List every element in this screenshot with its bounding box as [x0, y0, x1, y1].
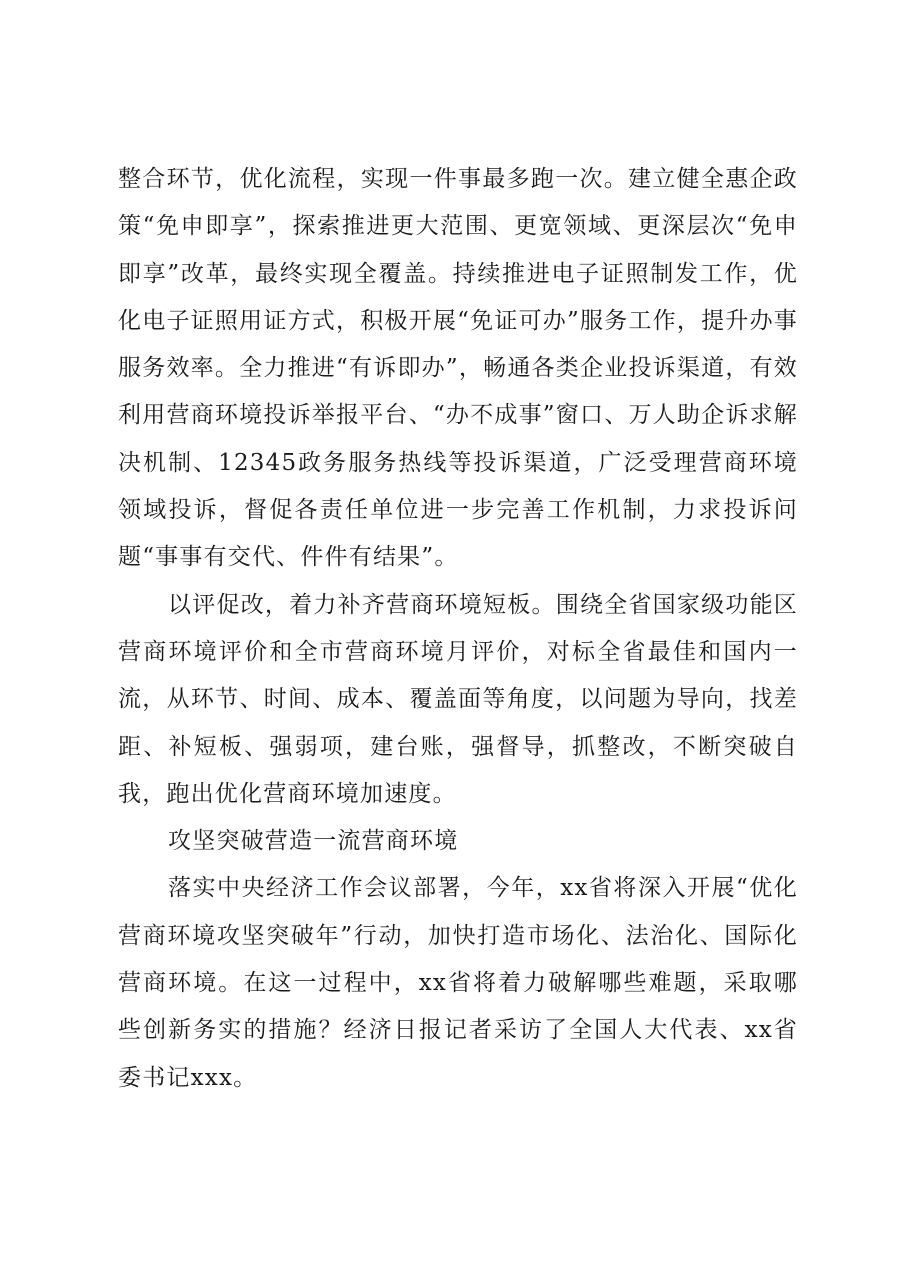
document-body: [118, 156, 798, 1102]
paragraph-evaluation-reform: 以评促改，着力补齐营商环境短板。围绕全省国家级功能区营商环境评价和全市营商环境月评价，对标全省最佳和国内一流，从环节、时间、成本、覆盖面等角度，以问题为导向，找差距、补短板、强弱项，建台账，强督导，抓整改，不断突破自我，跑出优化营商环境加速度。: [118, 591, 798, 807]
section-heading: 攻坚突破营造一流营商环境: [168, 828, 459, 855]
paragraph-central-conference: 落实中央经济工作会议部署，今年，xx省将深入开展“优化营商环境攻坚突破年”行动，加快打造市场化、法治化、国际化营商环境。在这一过程中，xx省将着力破解哪些难题，采取哪些创新务实的措施？经济日报记者采访了全国人大代表、xx省委书记xxx。: [118, 875, 798, 1091]
paragraph-service-efficiency: 整合环节，优化流程，实现一件事最多跑一次。建立健全惠企政策“免申即享”，探索推进更大范围、更宽领域、更深层次“免申即享”改革，最终实现全覆盖。持续推进电子证照制发工作，优化电子证照用证方式，积极开展“免证可办”服务工作，提升办事服务效率。全力推进“有诉即办”，畅通各类企业投诉渠道，有效利用营商环境投诉举报平台、“办不成事”窗口、万人助企诉求解决机制、12345政务服务热线等投诉渠道，广泛受理营商环境领域投诉，督促各责任单位进一步完善工作机制，力求投诉问题“事事有交代、件件有结果”。: [118, 166, 798, 571]
